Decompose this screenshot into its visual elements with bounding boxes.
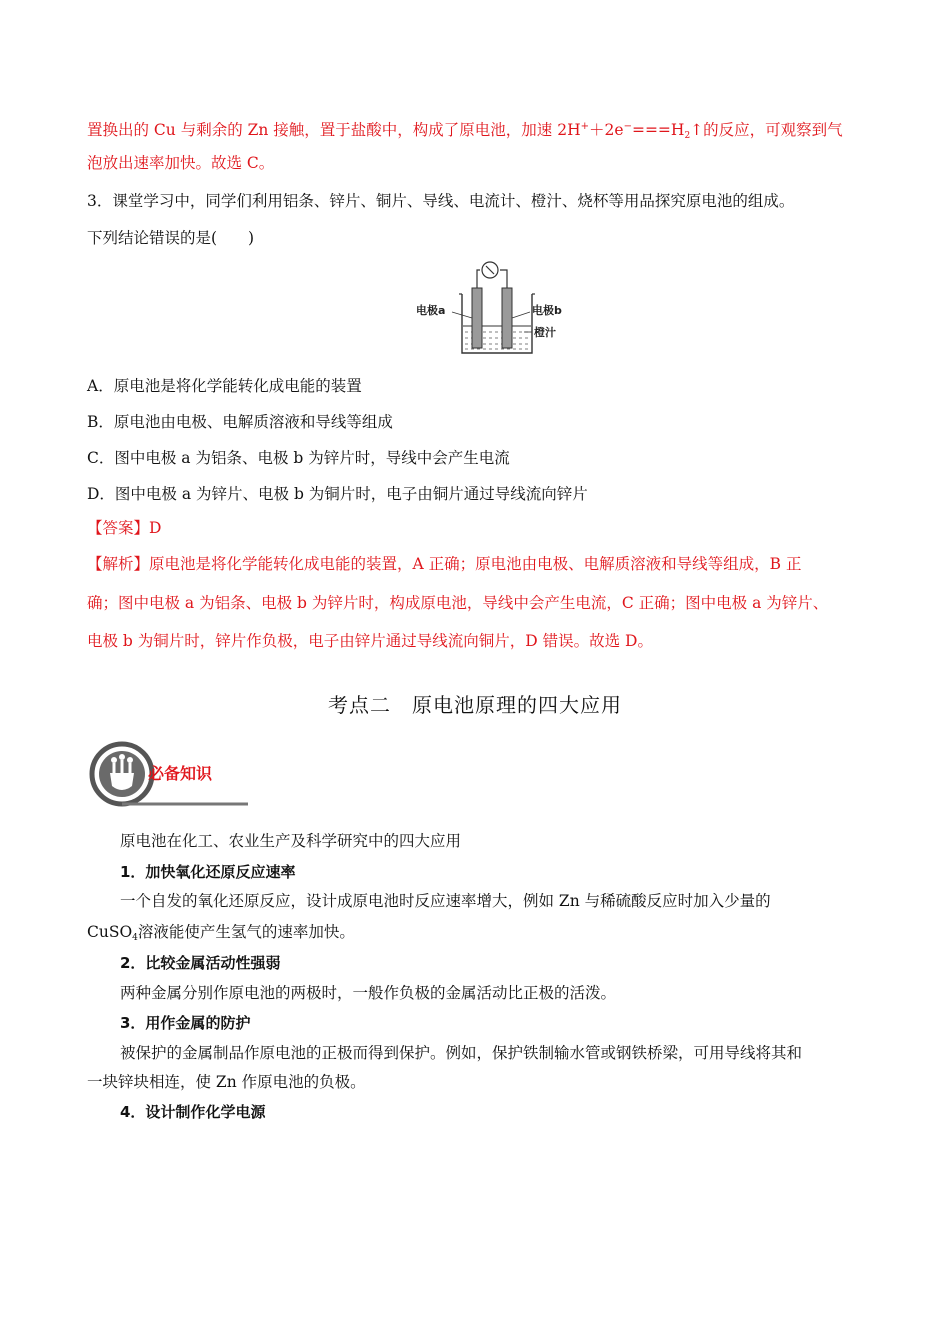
question-3-stem-line-1: 3．课堂学习中，同学们利用铝条、锌片、铜片、导线、电流计、橙汁、烧杯等用品探究原电池的组成。 <box>87 192 795 210</box>
paragraph-1-line-1: 一个自发的氧化还原反应，设计成原电池时反应速率增大，例如 Zn 与稀硫酸反应时加入少量的 <box>120 892 771 910</box>
prev-answer-line-1: 置换出的 Cu 与剩余的 Zn 接触，置于盐酸中，构成了原电池，加速 $2H^++2e^-===H_2↑$的反应，可观察到气 <box>87 121 843 141</box>
electrode-b <box>502 288 512 348</box>
question-3-stem-line-2: 下列结论错误的是( ) <box>87 229 255 247</box>
galvanic-cell-svg <box>414 258 584 360</box>
heading-1: 1．加快氧化还原反应速率 <box>120 863 296 881</box>
section-title: 考点二 原电池原理的四大应用 <box>328 693 622 717</box>
heading-4: 4．设计制作化学电源 <box>120 1103 266 1121</box>
galvanic-cell-diagram <box>414 258 584 360</box>
option-a: A．原电池是将化学能转化成电能的装置 <box>87 377 362 395</box>
paragraph-1-line-2: CuSO$_4$溶液能使产生氢气的速率加快。 <box>87 923 355 943</box>
badge-title: 必备知识 <box>148 764 213 783</box>
label-orange-juice: 橙汁 <box>534 326 556 339</box>
heading-3: 3．用作金属的防护 <box>120 1014 251 1032</box>
label-electrode-b: 电极b <box>532 304 562 317</box>
analysis-line-1: 【解析】原电池是将化学能转化成电能的装置，A 正确；原电池由电极、电解质溶液和导线等组成，B 正 <box>87 555 802 573</box>
prev-answer-line-2: 泡放出速率加快。故选 C。 <box>87 154 275 172</box>
option-d: D．图中电极 a 为锌片、电极 b 为铜片时，电子由铜片通过导线流向锌片 <box>87 485 588 503</box>
answer-label: 【答案】D <box>87 519 162 537</box>
analysis-line-3: 电极 b 为铜片时，锌片作负极，电子由锌片通过导线流向铜片，D 错误。故选 D。 <box>87 632 653 650</box>
leader-b <box>512 312 530 318</box>
option-b: B．原电池由电极、电解质溶液和导线等组成 <box>87 413 393 431</box>
option-c: C．图中电极 a 为铝条、电极 b 为锌片时，导线中会产生电流 <box>87 449 510 467</box>
knowledge-intro: 原电池在化工、农业生产及科学研究中的四大应用 <box>120 832 462 850</box>
analysis-line-2: 确；图中电极 a 为铝条、电极 b 为锌片时，构成原电池，导线中会产生电流，C 正确；图中电极 a 为锌片、 <box>87 594 829 612</box>
heading-2: 2．比较金属活动性强弱 <box>120 954 281 972</box>
paragraph-3-line-1: 被保护的金属制品作原电池的正极而得到保护。例如，保护铁制输水管或钢铁桥梁，可用导线将其和 <box>120 1044 803 1062</box>
paragraph-2: 两种金属分别作原电池的两极时，一般作负极的金属活动比正极的活泼。 <box>120 984 617 1002</box>
electrode-a <box>472 288 482 348</box>
wire-right <box>500 270 507 290</box>
wire-left <box>477 270 480 290</box>
paragraph-3-line-2: 一块锌块相连，使 Zn 作原电池的负极。 <box>87 1073 366 1091</box>
label-electrode-a: 电极a <box>416 304 446 317</box>
